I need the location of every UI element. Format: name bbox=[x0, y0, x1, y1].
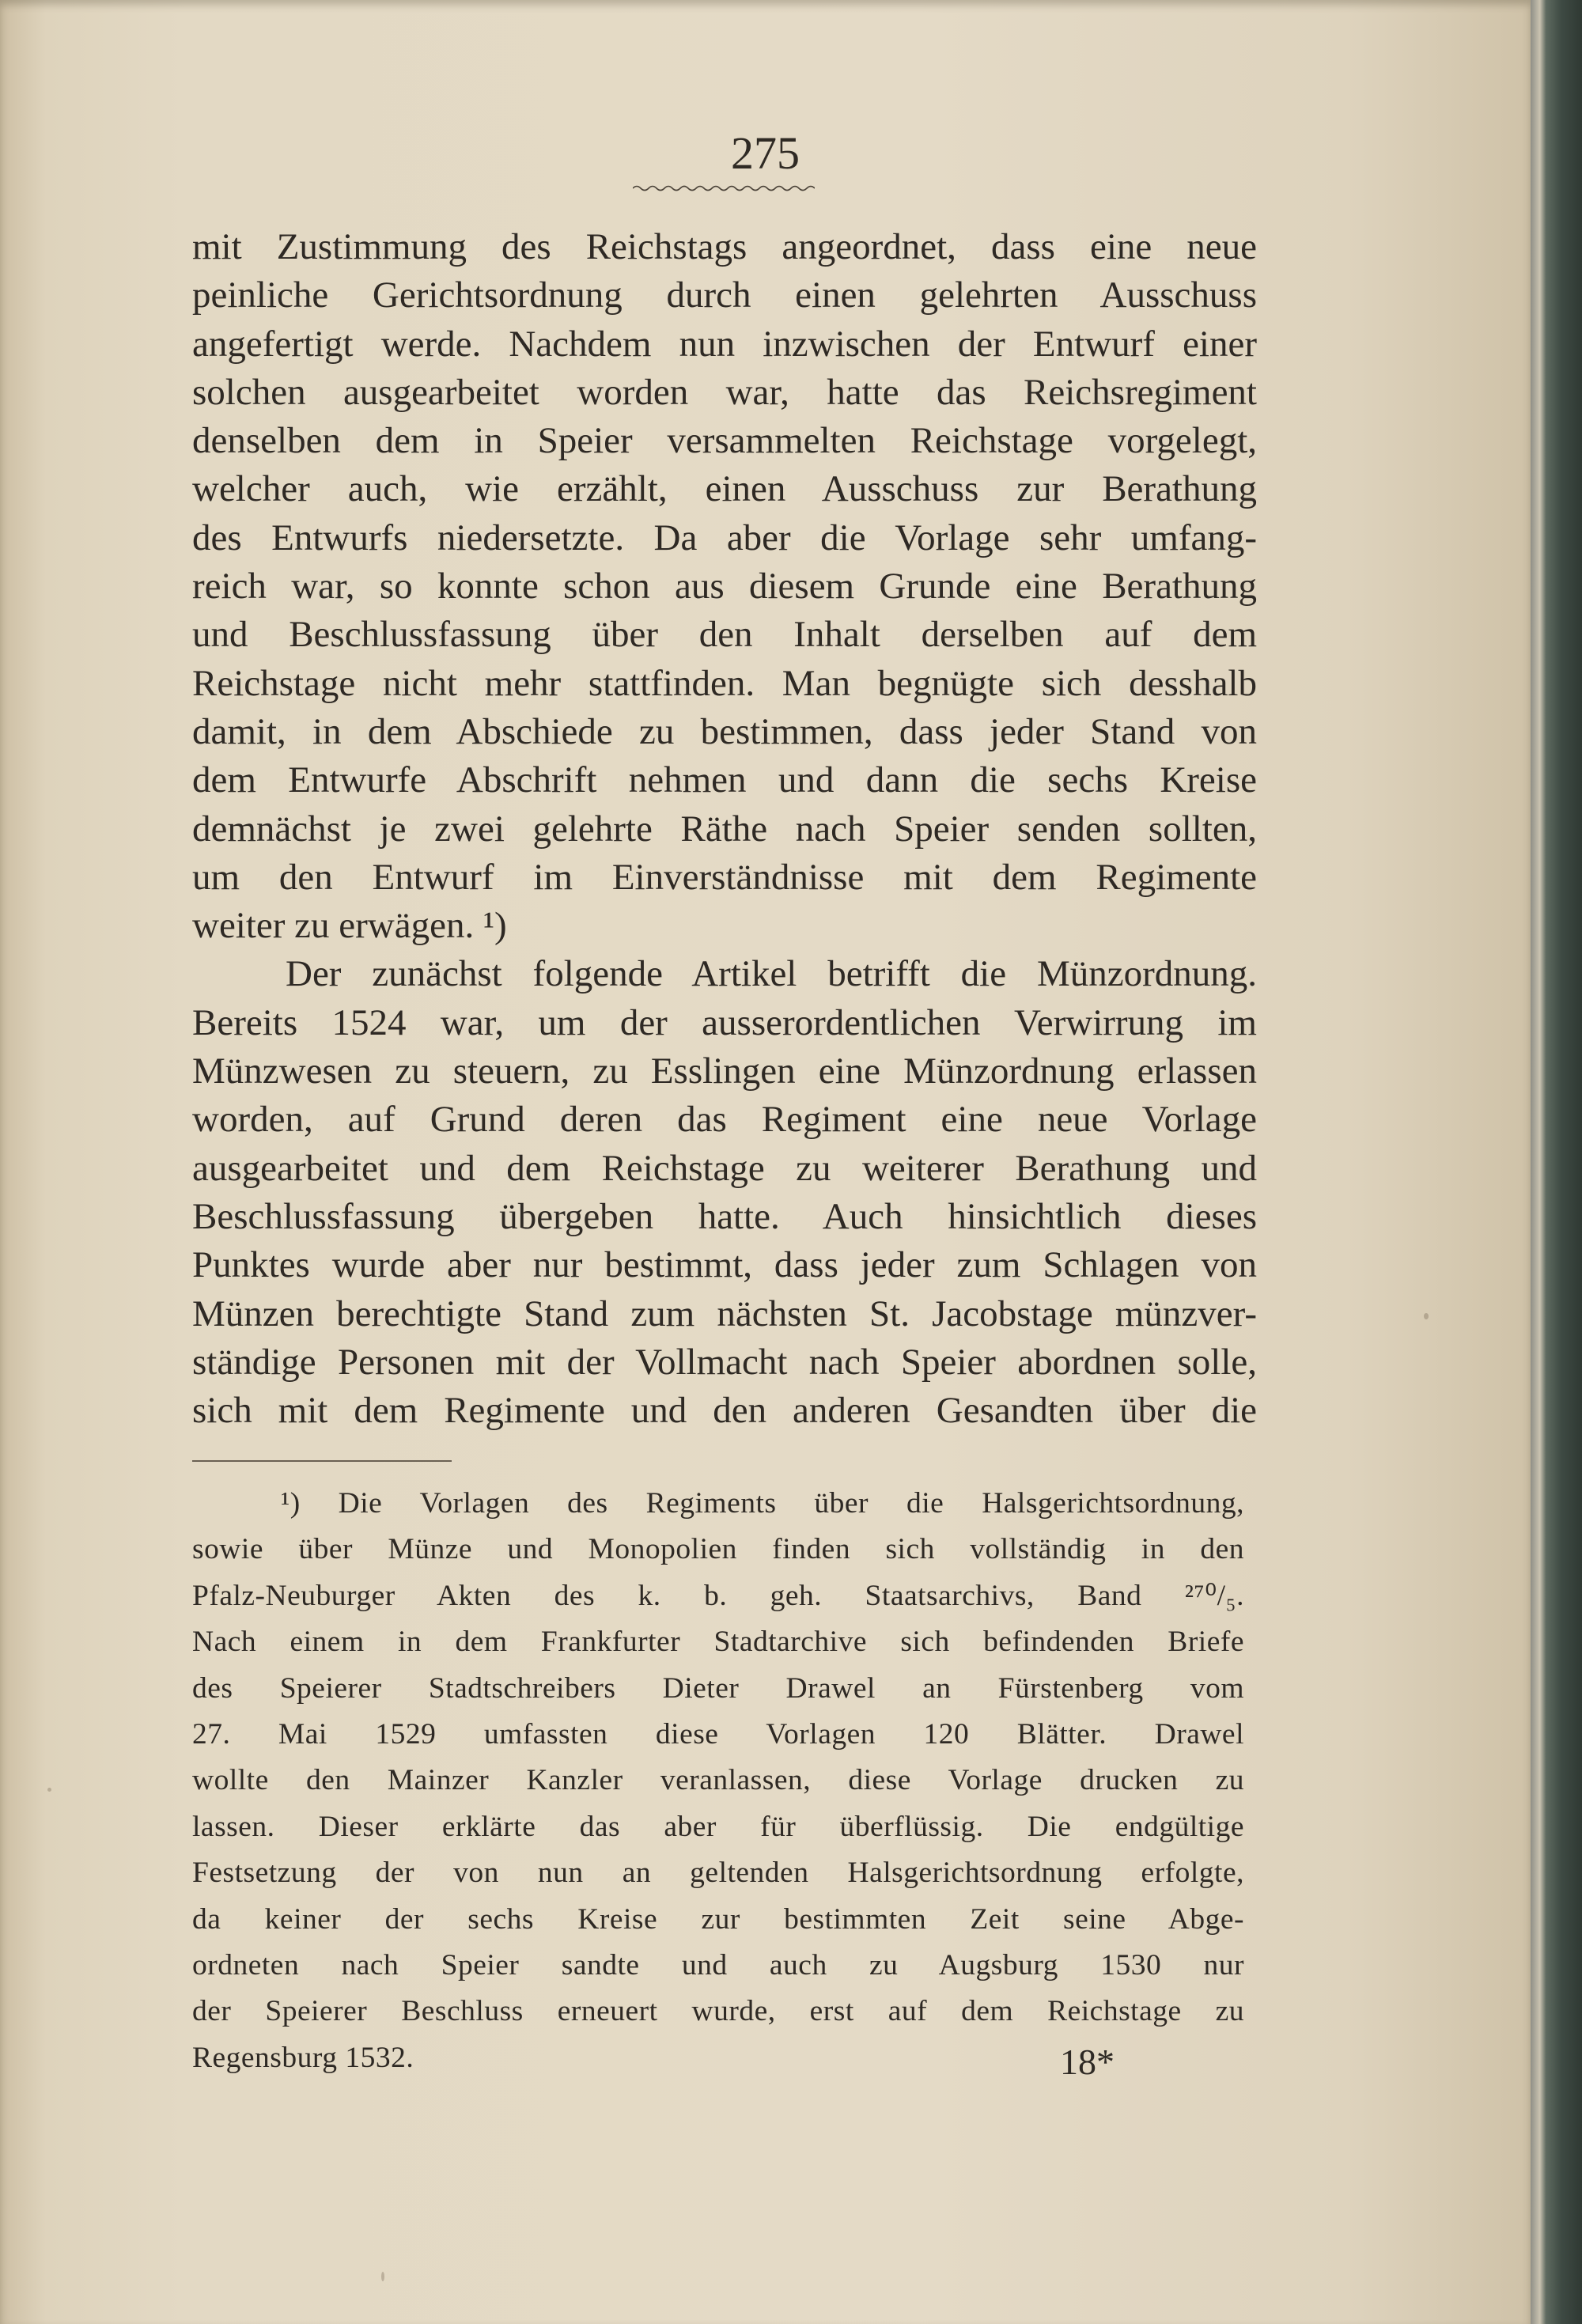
footnote bbox=[192, 1481, 1244, 2081]
body-line: Punktes wurde aber nur bestimmt, dass jeder zum Schlagen von bbox=[192, 1244, 1257, 1286]
body-line: ausgearbeitet und dem Reichstage zu weiterer Berathung und bbox=[192, 1147, 1257, 1189]
body-line: sich mit dem Regimente und den anderen Gesandten über die bbox=[192, 1390, 1257, 1432]
body-line: um den Entwurf im Einverständnisse mit dem Regimente bbox=[192, 856, 1257, 898]
body-line: Münzen berechtigte Stand zum nächsten St. Jacobstage münzver- bbox=[192, 1293, 1257, 1334]
book-edge bbox=[1531, 0, 1582, 2324]
footnote-line: Nach einem in dem Frankfurter Stadtarchive sich befindenden Briefe bbox=[192, 1626, 1244, 1659]
body-line: damit, in dem Abschiede zu bestimmen, dass jeder Stand von bbox=[192, 710, 1257, 752]
body-line: mit Zustimmung des Reichstags angeordnet, dass eine neue bbox=[192, 226, 1257, 267]
body-line: weiter zu erwägen. ¹) bbox=[192, 905, 507, 947]
footnote-line: sowie über Münze und Monopolien finden sich vollständig in den bbox=[192, 1533, 1244, 1566]
body-line: dem Entwurfe Abschrift nehmen und dann die sechs Kreise bbox=[192, 759, 1257, 801]
body-line: Beschlussfassung übergeben hatte. Auch hinsichtlich dieses bbox=[192, 1195, 1257, 1237]
footnote-line: wollte den Mainzer Kanzler veranlassen, diese Vorlage drucken zu bbox=[192, 1764, 1244, 1797]
footnote-line: der Speierer Beschluss erneuert wurde, erst auf dem Reichstage zu bbox=[192, 1995, 1244, 2028]
body-line: Reichstage nicht mehr stattfinden. Man begnügte sich desshalb bbox=[192, 662, 1257, 704]
footnote-line: Pfalz-Neuburger Akten des k. b. geh. Staatsarchivs, Band ²⁷⁰/₅. bbox=[192, 1579, 1244, 1612]
body-line: ständige Personen mit der Vollmacht nach Speier abordnen solle, bbox=[192, 1341, 1257, 1383]
body-line: reich war, so konnte schon aus diesem Grunde eine Berathung bbox=[192, 566, 1257, 607]
body-line: welcher auch, wie erzählt, einen Ausschuss zur Berathung bbox=[192, 468, 1257, 510]
body-line: Bereits 1524 war, um der ausserordentlichen Verwirrung im bbox=[192, 1001, 1257, 1043]
footnote-line: Regensburg 1532. bbox=[192, 2041, 414, 2074]
footnote-line: ¹) Die Vorlagen des Regiments über die Halsgerichtsordnung, bbox=[281, 1487, 1244, 1520]
body-line: des Entwurfs niedersetzte. Da aber die Vorlage sehr umfang- bbox=[192, 517, 1257, 558]
footnote-line: 27. Mai 1529 umfassten diese Vorlagen 120 Blätter. Drawel bbox=[192, 1717, 1244, 1751]
body-line: solchen ausgearbeitet worden war, hatte das Reichsregiment bbox=[192, 371, 1257, 413]
footnote-line: da keiner der sechs Kreise zur bestimmten Zeit seine Abge- bbox=[192, 1902, 1244, 1936]
signature-mark: 18* bbox=[1060, 2042, 1115, 2082]
body-line: demnächst je zwei gelehrte Räthe nach Speier senden sollten, bbox=[192, 808, 1257, 850]
paper-speck bbox=[47, 1788, 51, 1792]
footnote-line: ordneten nach Speier sandte und auch zu Augsburg 1530 nur bbox=[192, 1948, 1244, 1981]
footnote-line: Festsetzung der von nun an geltenden Halsgerichtsordnung erfolgte, bbox=[192, 1857, 1244, 1890]
ornamental-wave-rule bbox=[633, 184, 815, 193]
body-line: Der zunächst folgende Artikel betrifft die Münzordnung. bbox=[286, 953, 1257, 995]
body-line: angefertigt werde. Nachdem nun inzwischen der Entwurf einer bbox=[192, 323, 1257, 365]
footnote-divider bbox=[192, 1460, 452, 1462]
body-line: denselben dem in Speier versammelten Reichstage vorgelegt, bbox=[192, 420, 1257, 462]
footnote-line: lassen. Dieser erklärte das aber für überflüssig. Die endgültige bbox=[192, 1810, 1244, 1843]
body-line: worden, auf Grund deren das Regiment eine neue Vorlage bbox=[192, 1099, 1257, 1141]
body-line: peinliche Gerichtsordnung durch einen gelehrten Ausschuss bbox=[192, 274, 1257, 316]
page-number: 275 bbox=[731, 127, 800, 179]
footnote-line: des Speierer Stadtschreibers Dieter Drawel an Fürstenberg vom bbox=[192, 1671, 1244, 1705]
paper-speck bbox=[381, 2272, 384, 2281]
body-line: Münzwesen zu steuern, zu Esslingen eine Münzordnung erlassen bbox=[192, 1050, 1257, 1092]
body-line: und Beschlussfassung über den Inhalt derselben auf dem bbox=[192, 614, 1257, 656]
paper-speck bbox=[1424, 1313, 1429, 1319]
body-text bbox=[192, 223, 1257, 1435]
